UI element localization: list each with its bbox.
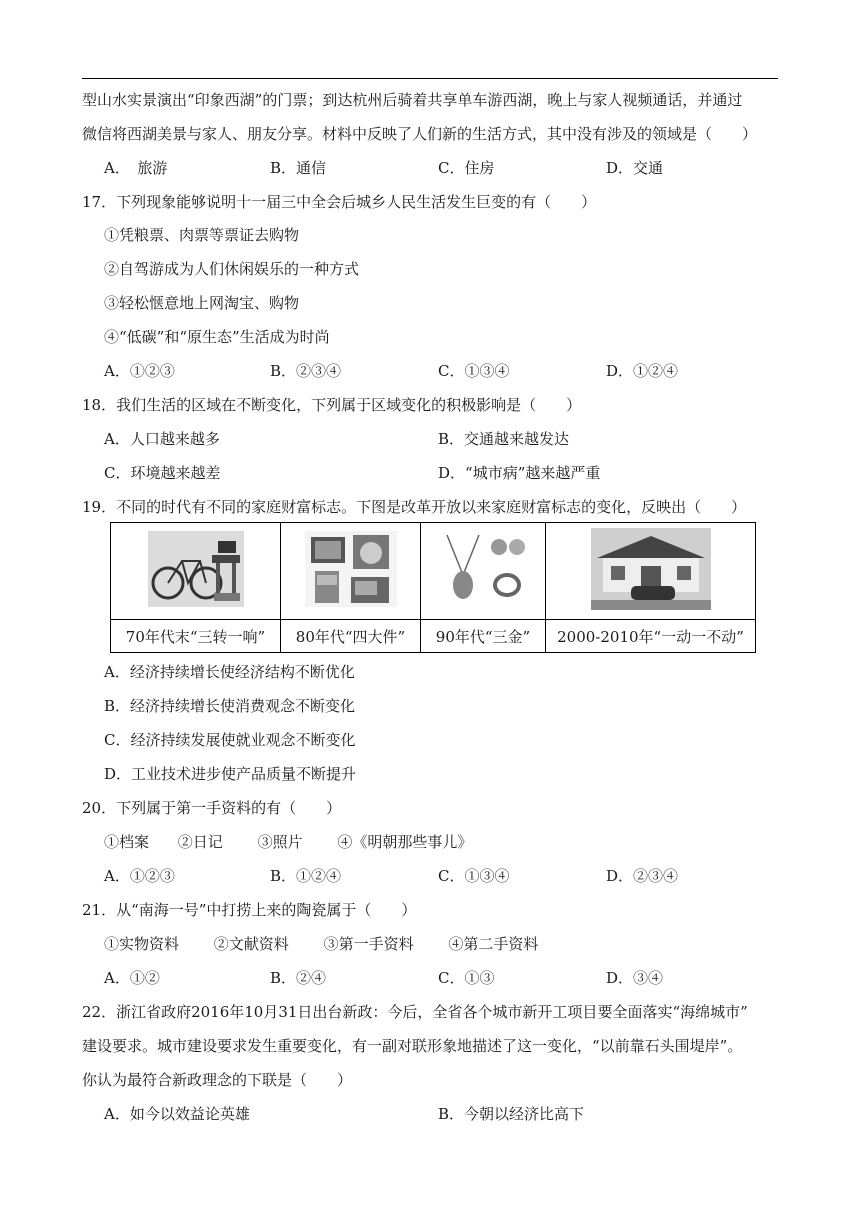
option-d: D．②③④ [606, 867, 679, 885]
option-a: A．①②③ [104, 362, 175, 380]
q21-item: ④第二手资料 [448, 935, 539, 953]
intro-line-2: 微信将西湖美景与家人、朋友分享。材料中反映了人们新的生活方式，其中没有涉及的领域是（ ） [82, 125, 758, 143]
q20-items [104, 832, 472, 852]
option-b: B．通信 [270, 159, 327, 177]
option-a: A．人口越来越多 [104, 430, 220, 448]
caption-70s: 70年代末“三转一响” [111, 620, 281, 653]
q21-item: ①实物资料 [104, 935, 180, 953]
option-c: C．环境越来越差 [104, 464, 221, 482]
q20-item: ②日记 [177, 833, 223, 851]
q17-item: ③轻松惬意地上网淘宝、购物 [104, 294, 300, 312]
option-d: D．①②④ [606, 362, 679, 380]
option-c: C．住房 [438, 159, 495, 177]
appliances-image [281, 523, 421, 620]
q20-item: ④《明朝那些事儿》 [337, 833, 473, 851]
option-b: B．今朝以经济比高下 [438, 1105, 585, 1123]
q17-item: ④“低碳”和“原生态”生活成为时尚 [104, 328, 330, 346]
intro-line-1: 型山水实景演出“印象西湖”的门票；到达杭州后骑着共享单车游西湖，晚上与家人视频通话，并通过 [82, 91, 743, 109]
option-d: D．工业技术进步使产品质量不断提升 [104, 765, 357, 783]
option-a: A．经济持续增长使经济结构不断优化 [104, 663, 355, 681]
q17-item: ②自驾游成为人们休闲娱乐的一种方式 [104, 260, 360, 278]
q20-stem: 20．下列属于第一手资料的有（ ） [82, 799, 342, 817]
q20-item: ③照片 [257, 833, 303, 851]
option-c: C．①③ [438, 969, 495, 987]
q17-stem: 17．下列现象能够说明十一届三中全会后城乡人民生活发生巨变的有（ ） [82, 193, 597, 211]
option-b: B．①②④ [270, 867, 342, 885]
option-b: B．②③④ [270, 362, 342, 380]
q21-items [104, 934, 538, 954]
q17-item: ①凭粮票、肉票等票证去购物 [104, 226, 300, 244]
option-d: D．③④ [606, 969, 664, 987]
option-a: A．①② [104, 969, 160, 987]
q21-stem: 21．从“南海一号”中打捞上来的陶瓷属于（ ） [82, 901, 417, 919]
q18-stem: 18．我们生活的区域在不断变化，下列属于区域变化的积极影响是（ ） [82, 396, 582, 414]
q21-item: ③第一手资料 [323, 935, 414, 953]
q22-line-2: 建设要求。城市建设要求发生重要变化，有一副对联形象地描述了这一变化，“以前靠石头围堤岸”。 [82, 1037, 743, 1055]
option-b: B．交通越来越发达 [438, 430, 570, 448]
caption-2000s: 2000-2010年“一动一不动” [546, 620, 756, 653]
house-car-image [546, 523, 756, 620]
option-a: A． 旅游 [104, 159, 168, 177]
option-a: A．如今以效益论英雄 [104, 1105, 250, 1123]
q22-line-1: 22．浙江省政府2016年10月31日出台新政：今后，全省各个城市新开工项目要全面落实“海绵城市” [82, 1003, 748, 1021]
q21-item: ②文献资料 [213, 935, 289, 953]
option-c: C．①③④ [438, 867, 510, 885]
gold-jewelry-image [421, 523, 546, 620]
q19-stem: 19．不同的时代有不同的家庭财富标志。下图是改革开放以来家庭财富标志的变化，反映出（ ） [82, 498, 747, 516]
q22-line-3: 你认为最符合新政理念的下联是（ ） [82, 1071, 353, 1089]
option-d: D．“城市病”越来越严重 [438, 464, 601, 482]
q20-item: ①档案 [104, 833, 150, 851]
caption-90s: 90年代“三金” [421, 620, 546, 653]
header-rule [82, 78, 778, 79]
caption-80s: 80年代“四大件” [281, 620, 421, 653]
option-a: A．①②③ [104, 867, 175, 885]
option-c: C．①③④ [438, 362, 510, 380]
option-b: B．②④ [270, 969, 327, 987]
bicycle-sewing-machine-image [111, 523, 281, 620]
option-d: D．交通 [606, 159, 664, 177]
option-b: B．经济持续增长使消费观念不断变化 [104, 697, 356, 715]
wealth-symbols-table [110, 522, 756, 653]
option-c: C．经济持续发展使就业观念不断变化 [104, 731, 356, 749]
